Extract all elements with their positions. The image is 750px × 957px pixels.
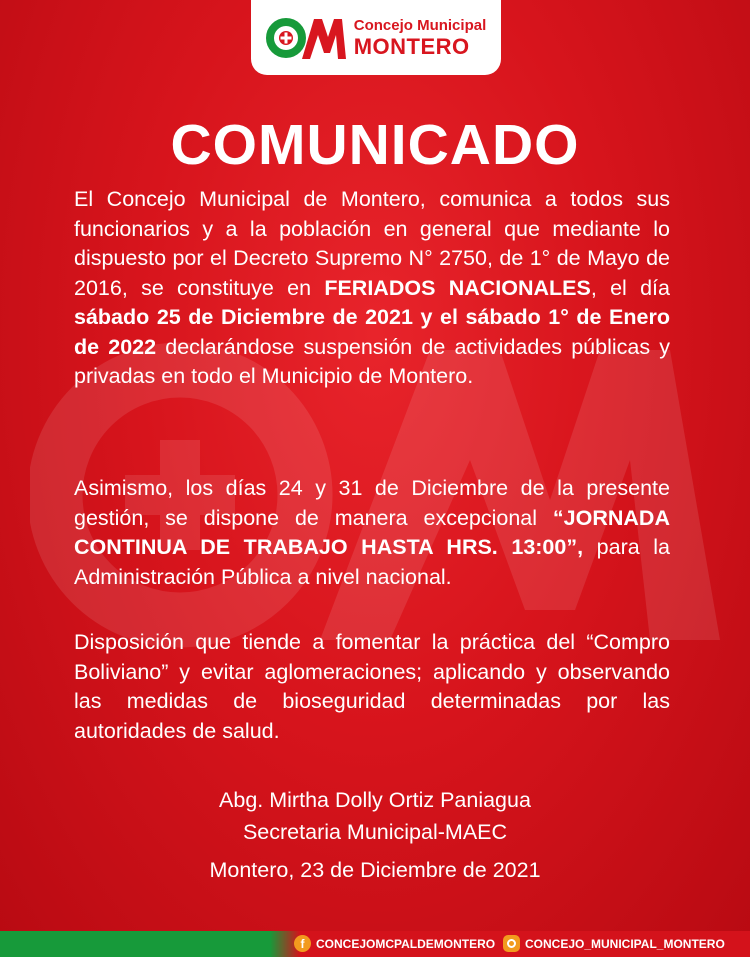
paragraph1-text-2: , el día [590, 275, 670, 300]
logo-line-1: Concejo Municipal [353, 16, 487, 34]
paragraph2-bold-1: “JORNADA CONTINUA DE TRABAJO HASTA HRS. 13:00”, [74, 505, 670, 559]
paragraph-disposition: Disposición que tiende a fomentar la práctica del “Compro Boliviano” y evitar aglomeraciones; aplicando y observando las medidas de bioseguridad determinadas por las autoridades de salud. [74, 630, 670, 743]
instagram-link[interactable] [503, 935, 725, 952]
paragraph1-bold-2: sábado 25 de Diciembre de 2021 y el sábado 1° de Enero de 2022 [74, 305, 670, 359]
paragraph1-bold-1: FERIADOS NACIONALES [324, 275, 591, 300]
logo-line-2: MONTERO [353, 33, 470, 59]
instagram-icon [503, 935, 520, 952]
logo-mark-icon [266, 15, 346, 61]
paragraph1-text-3: declarándose suspensión de actividades públicas y privadas en todo el Municipio de Montero. [74, 334, 670, 388]
paragraph2-text-2: para la Administración Pública a nivel nacional. [74, 535, 670, 589]
signature-name: Abg. Mirtha Dolly Ortiz Paniagua [219, 788, 531, 812]
paragraph2-text-1: Asimismo, los días 24 y 31 de Diciembre de la presente gestión, se dispone de manera excepcional [74, 476, 670, 530]
facebook-icon: f [294, 935, 311, 952]
instagram-handle: CONCEJO_MUNICIPAL_MONTERO [525, 936, 725, 951]
header-logo [251, 0, 501, 75]
paragraph1-text-1: El Concejo Municipal de Montero, comunica a todos sus funcionarios y a la población en general que mediante lo dispuesto por el Decreto Supremo N° 2750, de 1° de Mayo de 2016, se constituye en [74, 187, 670, 300]
signature-place-date: Montero, 23 de Diciembre de 2021 [209, 858, 541, 882]
paragraph-announcement [74, 185, 670, 392]
signature-role: Secretaria Municipal-MAEC [242, 820, 508, 844]
facebook-link[interactable] [294, 935, 495, 952]
facebook-handle: CONCEJOMCPALDEMONTERO [316, 936, 496, 951]
page-title: COMUNICADO [170, 113, 580, 177]
paragraph-schedule [74, 474, 670, 592]
